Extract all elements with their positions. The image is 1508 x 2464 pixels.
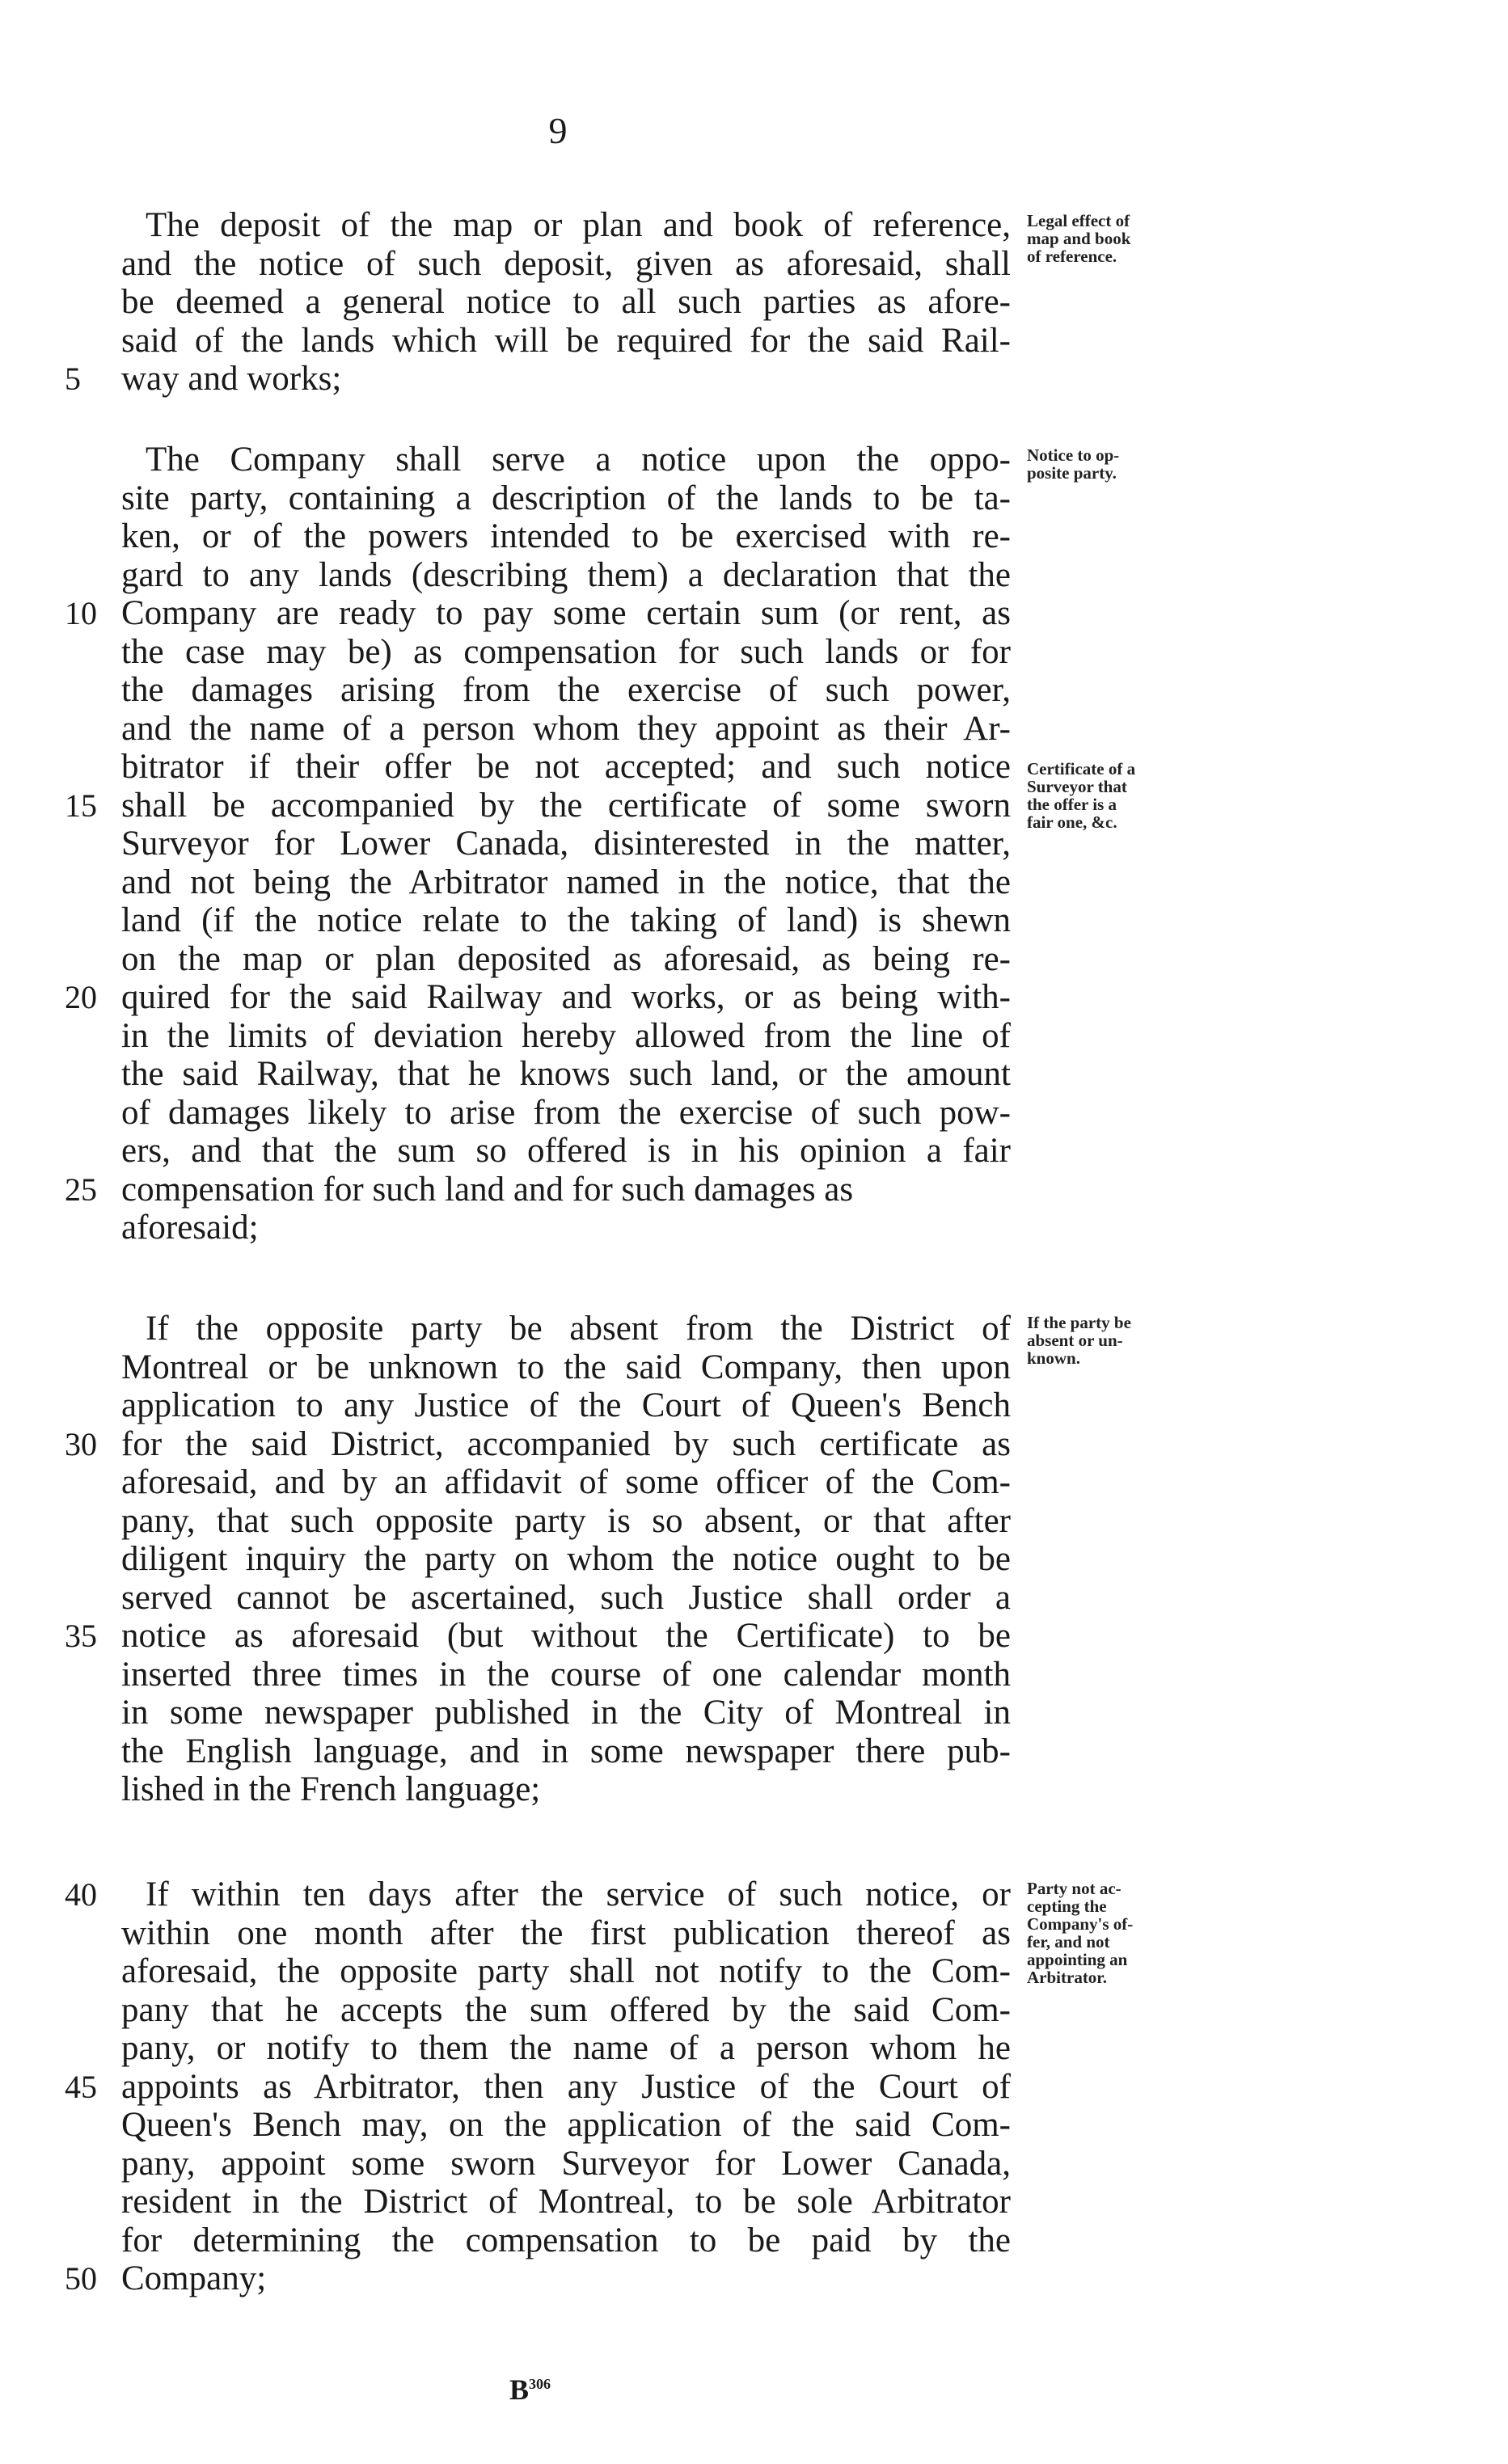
text-line: ers, and that the sum so offered is in his opinion a fair [121,1132,1011,1170]
text-line: site party, containing a description of the lands to be ta- [121,479,1011,517]
paragraph-absent-party [65,1310,1011,1809]
text-line: Montreal or be unknown to the said Company, then upon [121,1348,1011,1386]
line-number: 35 [65,1618,97,1654]
text-line: 5 way and works; [65,360,342,398]
text-line: pany, or notify to them the name of a person whom he [121,2029,1011,2067]
text-line: Surveyor for Lower Canada, disinterested in the matter, [121,825,1011,863]
text-line [121,1247,1011,1286]
text-line: for determining the compensation to be paid by the [121,2221,1011,2259]
text-line: pany, appoint some sworn Surveyor for Lower Canada, [121,2144,1011,2183]
text-line: 30 for the said District, accompanied by such certificate as [65,1424,1011,1463]
text-line: aforesaid, and by an affidavit of some officer of the Com- [121,1463,1011,1501]
text-line: and not being the Arbitrator named in the notice, that the [121,863,1011,901]
text-line: within one month after the first publication thereof as [121,1913,1011,1952]
text-line: application to any Justice of the Court of Queen's Bench [121,1386,1011,1424]
paragraph-party-not-accepting [65,1875,1011,2298]
marginal-note-notice-to-opposite-party: Notice to op- posite party. [1027,445,1120,483]
text-line: bitrator if their offer be not accepted; and such notice [121,748,1011,786]
line-number: 45 [65,2068,97,2105]
text-line: ken, or of the powers intended to be exercised with re- [121,517,1011,555]
page-number: 9 [548,110,568,151]
text-line: of damages likely to arise from the exercise of such pow- [121,1093,1011,1132]
printer-signature-mark: $B^{306}$ [509,2373,551,2406]
text-line: 50 Company; [65,2259,267,2297]
text-line: pany, that such opposite party is so absent, or that after [121,1501,1011,1540]
marginal-note-party-not-accepting: Party not ac- cepting the Company's of- fer, and not appointing an Arbitrator. [1027,1879,1134,1987]
text-line: The Company shall serve a notice upon the oppo- [146,441,1011,479]
line-number: 30 [65,1425,97,1462]
text-line: in the limits of deviation hereby allowed from the line of [121,1016,1011,1055]
text-line: aforesaid; [121,1209,259,1247]
text-line: pany that he accepts the sum offered by the said Com- [121,1990,1011,2029]
line-number: 20 [65,979,97,1015]
paragraph-notice-to-opposite-party [65,441,1011,1439]
text-line: 10 Company are ready to pay some certain sum (or rent, as [65,594,1011,632]
text-line: 15 shall be accompanied by the certificate of some sworn [65,786,1011,825]
marginal-note-legal-effect: Legal effect of map and book of reference. [1027,211,1131,266]
text-line: Queen's Bench may, on the application of the said Com- [121,2106,1011,2144]
text-line: 25 compensation for such land and for such damages as [65,1170,854,1209]
text-line: and the name of a person whom they appoint as their Ar- [121,709,1011,748]
text-line: gard to any lands (describing them) a declaration that the [121,555,1011,594]
text-line: the English language, and in some newspaper there pub- [121,1732,1011,1770]
text-line: in some newspaper published in the City of Montreal in [121,1694,1011,1732]
text-line: resident in the District of Montreal, to be sole Arbitrator [121,2183,1011,2221]
text-line: land (if the notice relate to the taking of land) is shewn [121,901,1011,939]
text-line: 45 appoints as Arbitrator, then any Justice of the Court of [65,2067,1011,2106]
line-number: 40 [65,1876,97,1913]
text-line: the said Railway, that he knows such land, or the amount [121,1055,1011,1093]
text-line: 20 quired for the said Railway and works, or as being with- [65,978,1011,1016]
text-line: on the map or plan deposited as aforesaid, as being re- [121,939,1011,978]
text-line: said of the lands which will be required for the said Rail- [121,321,1011,360]
text-line: the damages arising from the exercise of such power, [121,671,1011,709]
line-number: 50 [65,2260,97,2297]
text-line: aforesaid, the opposite party shall not notify to the Com- [121,1952,1011,1990]
paragraph-deposit-effect [65,206,1011,399]
text-line: If the opposite party be absent from the District of [146,1310,1011,1348]
marginal-note-certificate-of-surveyor: Certificate of a Surveyor that the offer is a fair one, &c. [1027,759,1136,832]
text-line: lished in the French language; [121,1770,541,1808]
text-line: be deemed a general notice to all such parties as afore- [121,283,1011,321]
text-line: and the notice of such deposit, given as aforesaid, shall [121,244,1011,283]
text-line: served cannot be ascertained, such Justice shall order a [121,1578,1011,1617]
line-number: 5 [65,361,81,397]
line-number: 10 [65,595,97,631]
line-number: 15 [65,787,97,824]
text-line: diligent inquiry the party on whom the notice ought to be [121,1540,1011,1578]
text-line: 35 notice as aforesaid (but without the Certificate) to be [65,1617,1011,1655]
text-line: inserted three times in the course of one calendar month [121,1655,1011,1694]
line-number: 25 [65,1171,97,1208]
marginal-note-absent-party: If the party be absent or un- known. [1027,1313,1131,1368]
text-line: the case may be) as compensation for such lands or for [121,632,1011,671]
text-line: 40 If within ten days after the service of such notice, or [65,1875,1011,1913]
text-line: The deposit of the map or plan and book of reference, [146,206,1011,244]
